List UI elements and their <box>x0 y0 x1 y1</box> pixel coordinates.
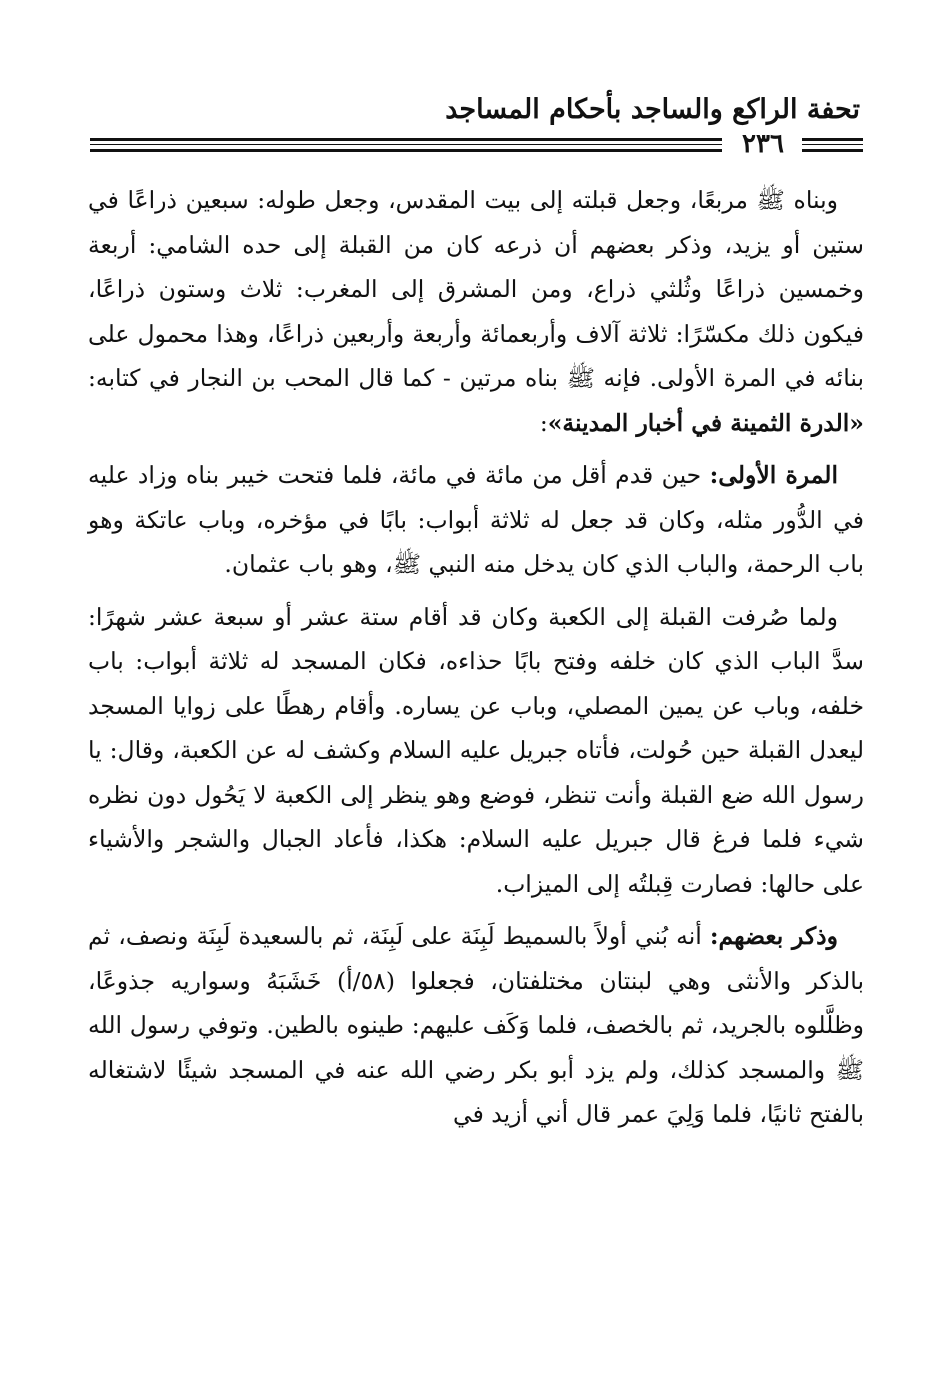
rule-line <box>90 144 722 145</box>
rule-line <box>802 149 863 152</box>
paragraph-1 <box>88 178 864 445</box>
paragraph-2 <box>88 453 864 587</box>
paragraph-lead: المرة الأولى: <box>709 461 838 489</box>
paragraph-3 <box>88 595 864 907</box>
running-title: تحفة الراكع والساجد بأحكام المساجد <box>445 94 860 125</box>
rule-line <box>802 144 863 145</box>
paragraph-text: ولما صُرفت القبلة إلى الكعبة وكان قد أقام ستة عشر أو سبعة عشر شهرًا: سدَّ الباب الذي كان خلفه وفتح بابًا حذاءه، فكان المسجد له ثلاثة أبواب: باب خلفه، وباب عن يمين المصلي، وباب عن يساره. وأقام رهطًا على زوايا المسجد ليعدل القبلة حين حُولت، فأتاه جبريل عليه السلام وكشف له عن الكعبة، وقال: يا رسول الله ضع القبلة وأنت تنظر، فوضع وهو ينظر إلى الكعبة لا يَحُول دون نظره شيء فلما فرغ قال جبريل عليه السلام: هكذا، فأعاد الجبال والشجر والأشياء على حالها: فصارت قِبلتُه إلى الميزاب. <box>88 602 864 898</box>
rule-line <box>802 138 863 141</box>
paragraph-text: حين قدم أقل من مائة في مائة، فلما فتحت خيبر بناه وزاد عليه في الدُّور مثله، وكان قد جعل له ثلاثة أبواب: بابًا في مؤخره، وباب عاتكة وهو باب الرحمة، والباب الذي كان يدخل منه النبي ﷺ، وهو باب عثمان. <box>88 461 864 578</box>
paragraph-text: أنه بُني أولاً بالسميط لَبِنَة على لَبِنَة، ثم بالسعيدة لَبِنَة ونصف، ثم بالذكر والأنثى وهي لبنتان مختلفتان، فجعلوا (٥٨/أ) خَشَبَهُ وسواريه جذوعًا، وظلَّلوه بالجريد، ثم بالخصف، فلما وَكَف عليهم: طينوه بالطين. وتوفي رسول الله ﷺ والمسجد كذلك، ولم يزد أبو بكر رضي الله عنه في المسجد شيئًا لاشتغاله بالفتح ثانيًا، فلما وَلِيَ عمر قال أني أزيد في <box>88 922 864 1128</box>
paragraph-text: وبناه ﷺ مربعًا، وجعل قبلته إلى بيت المقدس، وجعل طوله: سبعين ذراعًا في ستين أو يزيد، وذكر بعضهم أن ذرعه كان من القبلة إلى حده الشامي: أربعة وخمسين ذراعًا وثُلثي ذراع، ومن المشرق إلى المغرب: ثلاث وستون ذراعًا، فيكون ذلك مكسّرًا: ثلاثة آلاف وأربعمائة وأربعة وأربعين ذراعًا، وهذا محمول على بنائه في المرة الأولى. فإنه ﷺ بناه مرتين - كما قال المحب بن النجار في كتابه: <box>88 186 864 392</box>
header-rule <box>90 129 863 159</box>
paragraph-4 <box>88 914 864 1137</box>
paragraph-lead: وذكر بعضهم: <box>709 922 838 950</box>
page-number: ٢٣٦ <box>742 129 784 159</box>
paragraph-text: : <box>539 408 548 437</box>
book-title: «الدرة الثمينة في أخبار المدينة» <box>547 408 864 437</box>
body-text <box>88 178 864 1145</box>
rule-line <box>90 149 722 152</box>
rule-line <box>90 138 722 141</box>
